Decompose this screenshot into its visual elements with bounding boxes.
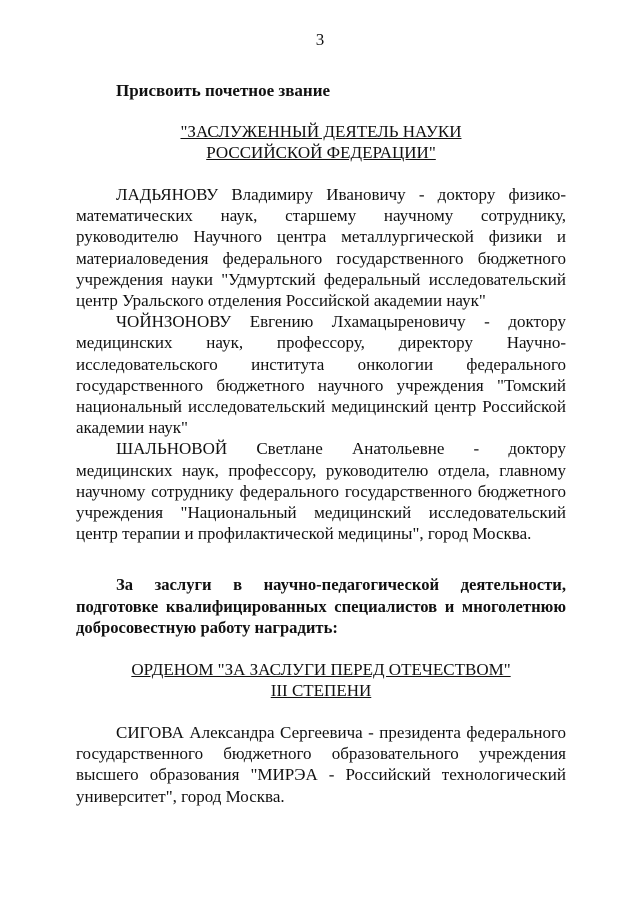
award-lead-2-wrap — [76, 574, 566, 639]
recipients-list-1 — [76, 184, 566, 544]
recipient-entry: ЧОЙНЗОНОВУ Евгению Лхамацыреновичу - доктору медицинских наук, профессору, директору Научно-исследовательского института онкологии федерального государственного бюджетного научного учреждения "Томский национальный исследовательский медицинский центр Российской академии наук" — [76, 312, 566, 438]
honorary-title-line-2: РОССИЙСКОЙ ФЕДЕРАЦИИ" — [206, 143, 436, 162]
order-title-line-2: III СТЕПЕНИ — [270, 681, 372, 700]
recipient-entry: ЛАДЬЯНОВУ Владимиру Ивановичу - доктору физико-математических наук, старшему научному сотруднику, руководителю Научного центра металлургической физики и материаловедения федерального государственного бюджетного учреждения науки "Удмуртский федеральный исследовательский центр Уральского отделения Российской академии наук" — [76, 185, 566, 311]
page-number: 3 — [315, 30, 325, 49]
honorary-title-line-1: "ЗАСЛУЖЕННЫЙ ДЕЯТЕЛЬ НАУКИ — [180, 122, 462, 141]
award-lead-1: Присвоить почетное звание — [116, 81, 331, 100]
recipient-entry: СИГОВА Александра Сергеевича - президента федерального государственного бюджетного образовательного учреждения высшего образования "МИРЭА - Российский технологический университет", город Москва. — [76, 723, 566, 806]
award-lead-2: За заслуги в научно-педагогической деятельности, подготовке квалифицированных специалистов и многолетнюю добросовестную работу наградить: — [76, 575, 566, 637]
recipients-list-2 — [76, 722, 566, 807]
order-title-line-1: ОРДЕНОМ "ЗА ЗАСЛУГИ ПЕРЕД ОТЕЧЕСТВОМ" — [131, 660, 511, 679]
recipient-entry: ШАЛЬНОВОЙ Светлане Анатольевне - доктору медицинских наук, профессору, руководителю отдела, главному научному сотруднику федерального государственного бюджетного учреждения "Национальный медицинский исследовательский центр терапии и профилактической медицины", город Москва. — [76, 439, 566, 544]
